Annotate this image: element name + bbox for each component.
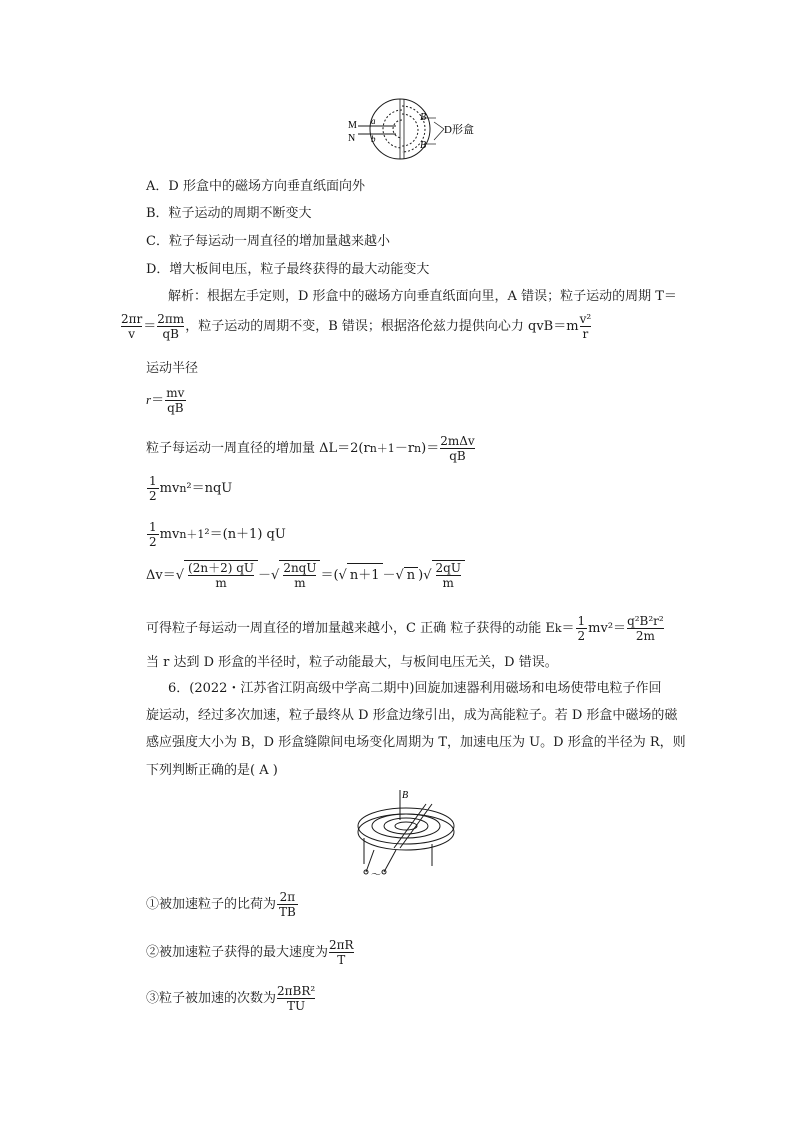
question6-line3: 感应强度大小为 B，D 形盒缝隙间电场变化周期为 T，加速电压为 U。D 形盒的半径为 R，则 xyxy=(146,735,686,750)
option-a: A．D 形盒中的磁场方向垂直纸面向外 xyxy=(146,179,365,194)
label-d-box: D形盒 xyxy=(444,124,474,136)
conclusion-text: 可得粒子每运动一周直径的增加量越来越小，C 正确 粒子获得的动能 E xyxy=(146,621,555,636)
energy-n-formula: $\frac{1}{2}$ mvn²＝nqU xyxy=(149,474,233,503)
statement-2: ②被加速粒子获得的最大速度为 $\frac{2\pi R}{T}$ xyxy=(146,938,354,967)
delta-v-formula: Δv＝√ $\frac{(2n+2) qU}{m}$ －√ $\frac{\text{2nqU}}{m}$ ＝(√ n＋1 －√ n )√ $\frac{2qU}{m}$ xyxy=(146,560,465,590)
radius-label: 运动半径 xyxy=(146,361,199,376)
solution-intro: 解析：根据左手定则，D 形盒中的磁场方向垂直纸面向里，A 错误；粒子运动的周期 T＝ xyxy=(168,289,677,304)
label-b-field: B xyxy=(402,790,409,801)
conclusion-final: 当 r 达到 D 形盒的半径时，粒子动能最大，与板间电压无关，D 错误。 xyxy=(146,655,558,670)
option-b: B．粒子运动的周期不断变大 xyxy=(146,206,312,221)
label-b-upper: B xyxy=(420,112,427,123)
label-b: b xyxy=(371,134,376,144)
question6-line4: 下列判断正确的是( A ) xyxy=(146,763,278,778)
option-d: D．增大板间电压，粒子最终获得的最大动能变大 xyxy=(146,262,430,277)
statement-1: ①被加速粒子的比荷为 $\frac{2\pi}{TB}$ xyxy=(146,890,296,919)
radius-formula: r＝ $\frac{mv}{qB}$ xyxy=(146,386,185,415)
increment-label: 粒子每运动一周直径的增加量 ΔL＝2(r xyxy=(146,441,370,456)
label-m: M xyxy=(348,120,357,131)
question6-line2: 旋运动，经过多次加速，粒子最终从 D 形盒边缘引出，成为高能粒子。若 D 形盒中磁场的磁 xyxy=(146,708,678,723)
energy-n1-formula: $\frac{1}{2}$ mvn＋1²＝(n＋1) qU xyxy=(149,520,286,549)
figure-cyclotron xyxy=(344,786,464,878)
option-c: C．粒子每运动一周直径的增加量越来越小 xyxy=(146,234,390,249)
question6-line1: 6．(2022・江苏省江阴高级中学高二期中)回旋加速器利用磁场和电场使带电粒子作回 xyxy=(168,681,662,696)
solution-period-text: ，粒子运动的周期不变，B 错误；根据洛伦兹力提供向心力 qvB＝m xyxy=(185,319,579,334)
label-a: a xyxy=(371,116,376,126)
increment-formula: 粒子每运动一周直径的增加量 ΔL＝2(rn＋1－rn)＝ $\frac{\text{2mΔv}}{qB}$ xyxy=(146,434,475,463)
label-n: N xyxy=(348,133,356,144)
statement-3: ③粒子被加速的次数为 $\frac{\text{2πBR²}}{TU}$ xyxy=(146,984,316,1013)
label-ac-source: ～ xyxy=(371,870,381,878)
figure-d-box xyxy=(344,96,504,162)
solution-period-line: $\frac{2\pi r}{v}$ ＝ $\frac{2\pi m}{qB}$ ，粒子运动的周期不变，B 错误；根据洛伦兹力提供向心力 qvB＝m $\frac{\text{v²}}{r}$ xyxy=(121,312,592,341)
conclusion-line: 可得粒子每运动一周直径的增加量越来越小，C 正确 粒子获得的动能 Ek＝ $\frac{1}{2}$ mv²＝ $\frac{\text{q²B²r²}}{2m}$ xyxy=(146,614,664,643)
label-b-lower: B xyxy=(420,140,427,151)
